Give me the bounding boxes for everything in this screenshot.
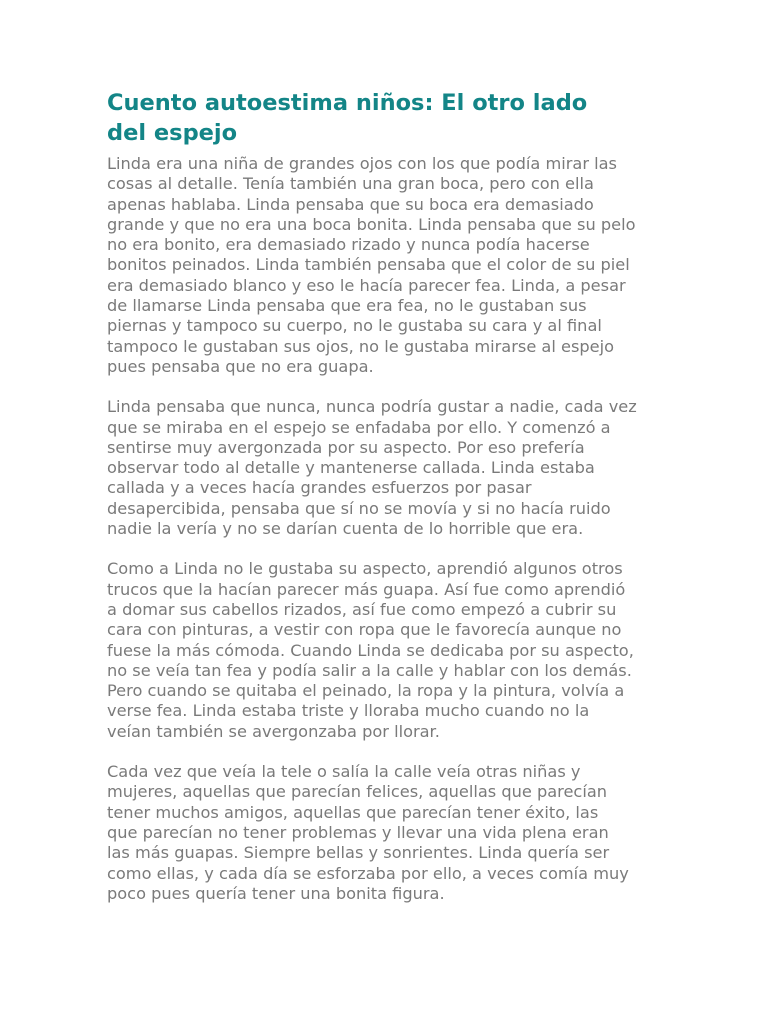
- paragraph-2: Linda pensaba que nunca, nunca podría gustar a nadie, cada vez que se miraba en el espejo se enfadaba por ello. Y comenzó a sentirse muy avergonzada por su aspecto. Por eso prefería observar todo al detalle y mantenerse callada. Linda estaba callada y a veces hacía grandes esfuerzos por pasar desapercibida, pensaba que sí no se movía y si no hacía ruido nadie la vería y no se darían cuenta de lo horrible que era.: [107, 397, 637, 539]
- document-page: [107, 88, 667, 924]
- paragraph-4: Cada vez que veía la tele o salía la calle veía otras niñas y mujeres, aquellas que parecían felices, aquellas que parecían tener muchos amigos, aquellas que parecían tener éxito, las que parecían no tener problemas y llevar una vida plena eran las más guapas. Siempre bellas y sonrientes. Linda quería ser como ellas, y cada día se esforzaba por ello, a veces comía muy poco pues quería tener una bonita figura.: [107, 762, 629, 903]
- paragraph-3: Como a Linda no le gustaba su aspecto, aprendió algunos otros trucos que la hacían parecer más guapa. Así fue como aprendió a domar sus cabellos rizados, así fue como empezó a cubrir su cara con pinturas, a vestir con ropa que le favorecía aunque no fuese la más cómoda. Cuando Linda se dedicaba por su aspecto, no se veía tan fea y podía salir a la calle y hablar con los demás. Pero cuando se quitaba el peinado, la ropa y la pintura, volvía a verse fea. Linda estaba triste y lloraba mucho cuando no la veían también se avergonzaba por llorar.: [107, 559, 634, 741]
- document-title: Cuento autoestima niños: El otro lado del espejo: [107, 90, 588, 146]
- paragraph-1: Linda era una niña de grandes ojos con los que podía mirar las cosas al detalle. Tenía también una gran boca, pero con ella apenas hablaba. Linda pensaba que su boca era demasiado grande y que no era una boca bonita. Linda pensaba que su pelo no era bonito, era demasiado rizado y nunca podía hacerse bonitos peinados. Linda también pensaba que el color de su piel era demasiado blanco y eso le hacía parecer fea. Linda, a pesar de llamarse Linda pensaba que era fea, no le gustaban sus piernas y tampoco su cuerpo, no le gustaba su cara y al final tampoco le gustaban sus ojos, no le gustaba mirarse al espejo pues pensaba que no era guapa.: [107, 154, 636, 376]
